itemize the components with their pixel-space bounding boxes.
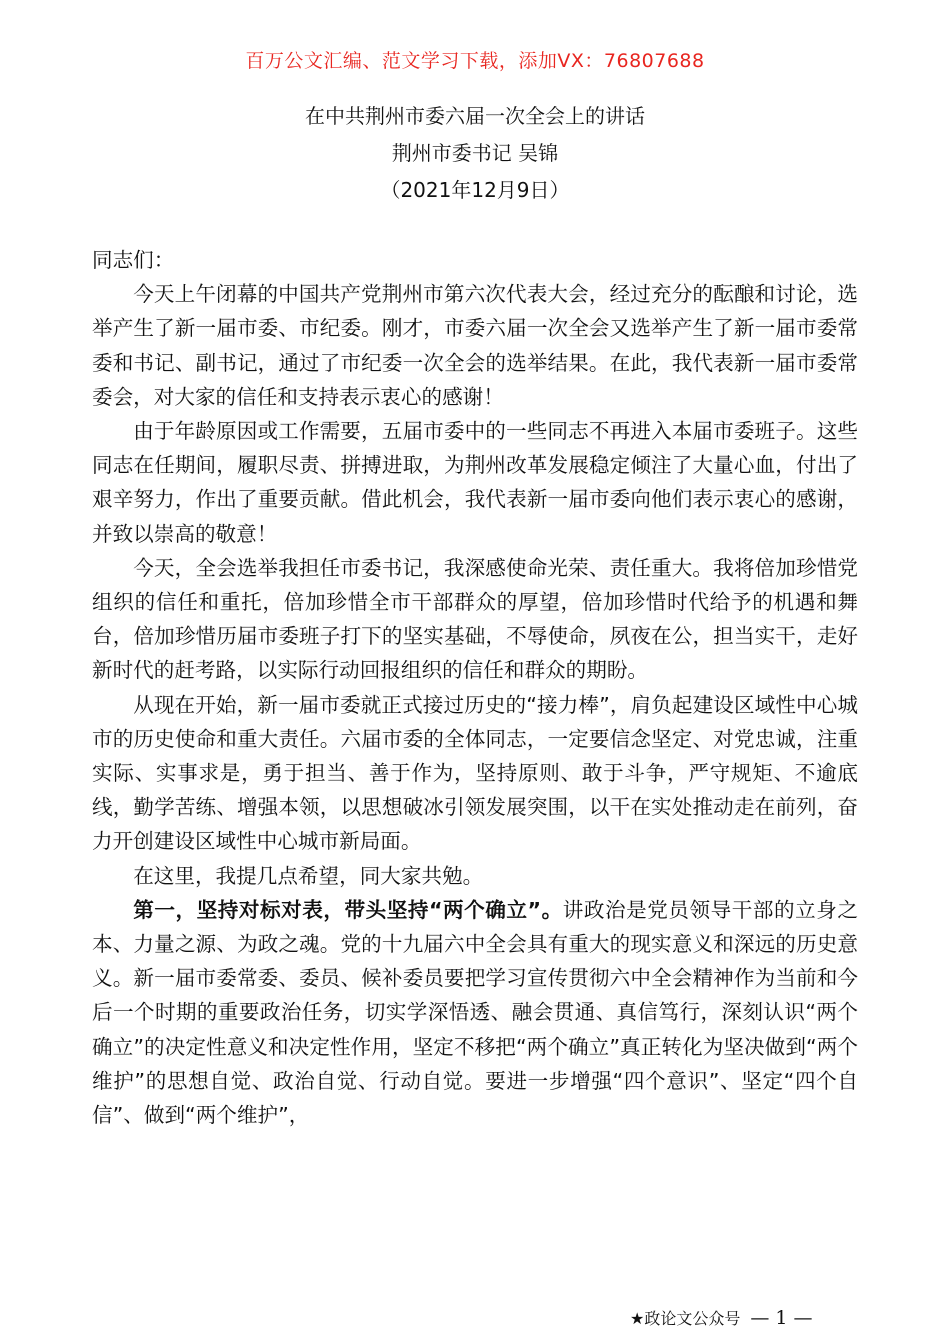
point-body: 讲政治是党员领导干部的立身之本、力量之源、为政之魂。党的十九届六中全会具有重大的现实意义和深远的历史意义。新一届市委常委、委员、候补委员要把学习宣传贯彻六中全会精神作为当前和今后一个时期的重要政治任务，切实学深悟透、融会贯通、真信笃行，深刻认识“两个确立”的决定性意义和决定性作用，坚定不移把“两个确立”真正转化为坚决做到“两个维护”的思想自觉、政治自觉、行动自觉。要进一步增强“四个意识”、坚定“四个自信”、做到“两个维护”，: [92, 897, 858, 1128]
paragraph: 从现在开始，新一届市委就正式接过历史的“接力棒”，肩负起建设区域性中心城市的历史使命和重大责任。六届市委的全体同志，一定要信念坚定、对党忠诚，注重实际、实事求是，勇于担当、善于作为，坚持原则、敢于斗争，严守规矩、不逾底线，勤学苦练、增强本领，以思想破冰引领发展突围，以干在实处推动走在前列，奋力开创建设区域性中心城市新局面。: [92, 692, 858, 854]
page-number: — 1 —: [750, 1307, 813, 1329]
page-footer: [630, 1306, 813, 1329]
document-date: （2021年12月9日）: [380, 178, 570, 202]
paragraph: 今天，全会选举我担任市委书记，我深感使命光荣、责任重大。我将倍加珍惜党组织的信任和重托，倍加珍惜全市干部群众的厚望，倍加珍惜时代给予的机遇和舞台，倍加珍惜历届市委班子打下的坚实基础，不辱使命，夙夜在公，担当实干，走好新时代的赶考路，以实际行动回报组织的信任和群众的期盼。: [92, 555, 858, 683]
paragraph: 今天上午闭幕的中国共产党荆州市第六次代表大会，经过充分的酝酿和讨论，选举产生了新一届市委、市纪委。刚才，市委六届一次全会又选举产生了新一届市委常委和书记、副书记，通过了市纪委一次全会的选举结果。在此，我代表新一届市委常委会，对大家的信任和支持表示衷心的感谢！: [92, 282, 858, 409]
footer-source: ★政论文公众号: [630, 1309, 741, 1328]
document-title: 在中共荆州市委六届一次全会上的讲话: [305, 104, 645, 128]
point-heading: 第一，坚持对标对表，带头坚持“两个确立”。: [133, 897, 563, 922]
document-body: [92, 243, 858, 1132]
salutation: 同志们：: [92, 248, 175, 272]
point-paragraph: [92, 893, 858, 1132]
paragraph: 由于年龄原因或工作需要，五届市委中的一些同志不再进入本届市委班子。这些同志在任期间，履职尽责、拼搏进取，为荆州改革发展稳定倾注了大量心血，付出了艰辛努力，作出了重要贡献。借此机会，我代表新一届市委向他们表示衷心的感谢，并致以崇高的敬意！: [92, 419, 858, 546]
document-author: 荆州市委书记 吴锦: [391, 141, 559, 165]
paragraph: 在这里，我提几点希望，同大家共勉。: [133, 863, 484, 888]
title-block: [0, 98, 950, 209]
download-banner: 百万公文汇编、范文学习下载，添加VX：76807688: [245, 50, 705, 72]
